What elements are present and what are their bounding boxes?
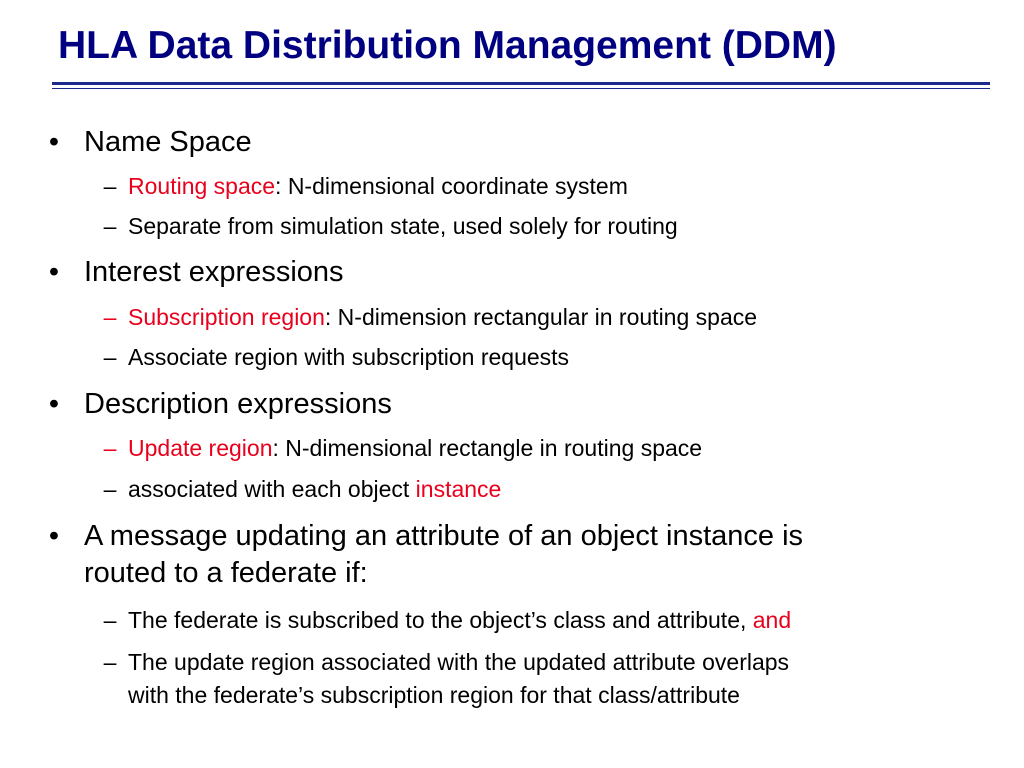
dash-icon: –	[103, 304, 117, 330]
bullet-text: Description expressions	[84, 388, 392, 420]
sub-item-federate-subscribed	[103, 604, 978, 637]
sub-item-text: The federate is subscribed to the object’s class and attribute,	[128, 607, 753, 633]
dash-icon: –	[103, 344, 117, 370]
sub-item-associated-instance	[103, 473, 978, 506]
sub-item-text: associated with each object	[128, 476, 416, 502]
highlight-term: Routing space	[128, 173, 276, 199]
dash-icon: –	[103, 173, 117, 199]
sub-item-update-region-overlaps	[103, 646, 978, 712]
bullet-text-line1: A message updating an attribute of an object instance is	[84, 520, 804, 552]
sub-item-update-region	[103, 432, 978, 465]
bullet-item-name-space	[48, 124, 964, 161]
highlight-term: Update region	[128, 435, 273, 461]
bullet-text: Name Space	[84, 126, 252, 158]
sub-item-separate-state	[103, 210, 978, 243]
sub-item-text: Separate from simulation state, used solely for routing	[128, 213, 678, 239]
dash-icon: –	[103, 607, 117, 633]
dash-icon: –	[103, 476, 117, 502]
highlight-term: instance	[415, 476, 502, 502]
title-underline-thin	[52, 88, 990, 89]
sub-item-text-line1: The update region associated with the updated attribute overlaps	[128, 649, 790, 675]
slide-title: HLA Data Distribution Management (DDM)	[58, 24, 837, 67]
sub-item-text: : N-dimension rectangular in routing space	[324, 304, 758, 330]
dash-icon: –	[103, 213, 117, 239]
bullet-text: Interest expressions	[84, 256, 344, 288]
sub-item-text: : N-dimensional coordinate system	[275, 173, 628, 199]
bullet-dot-icon: •	[48, 520, 60, 552]
dash-icon: –	[103, 649, 117, 675]
bullet-item-description-expressions	[48, 386, 964, 423]
dash-icon: –	[103, 435, 117, 461]
sub-item-text: Associate region with subscription requests	[128, 344, 570, 370]
bullet-item-interest-expressions	[48, 254, 964, 291]
sub-item-routing-space	[103, 170, 978, 203]
bullet-text-line2: routed to a federate if:	[84, 557, 368, 589]
title-underline-thick	[52, 82, 990, 85]
highlight-term: and	[752, 607, 792, 633]
sub-item-subscription-region	[103, 301, 978, 334]
sub-item-text: : N-dimensional rectangle in routing space	[272, 435, 703, 461]
bullet-item-message-routing	[48, 518, 964, 592]
sub-item-associate-region	[103, 341, 978, 374]
bullet-dot-icon: •	[48, 388, 60, 420]
sub-item-text-line2: with the federate’s subscription region for that class/attribute	[128, 682, 740, 708]
highlight-term: Subscription region	[128, 304, 325, 330]
bullet-dot-icon: •	[48, 126, 60, 158]
bullet-dot-icon: •	[48, 256, 60, 288]
